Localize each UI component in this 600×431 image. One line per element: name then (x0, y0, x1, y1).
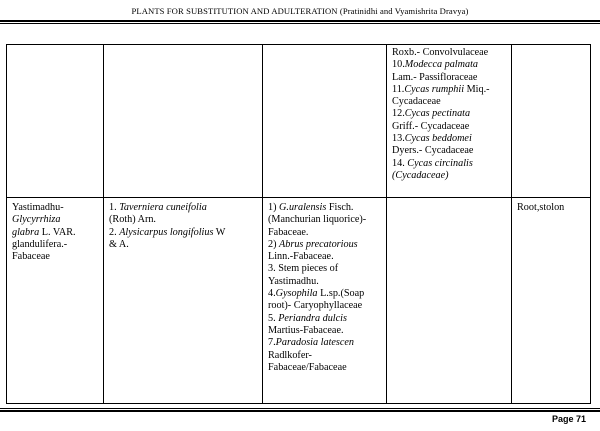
text: L.sp.(Soap (317, 288, 365, 300)
text: 2) (268, 238, 280, 250)
text: Fabaceae (12, 251, 50, 263)
table-cell (104, 45, 263, 198)
text: (Roth) Arn. (109, 214, 156, 226)
text: & A. (109, 238, 129, 250)
text: Root,stolon (517, 202, 565, 213)
cell-text (12, 202, 98, 263)
text: Fabaceae/Fabaceae (268, 361, 347, 373)
text-line (268, 337, 381, 349)
italic-text: Periandra dulcis (278, 312, 347, 324)
text: Roxb.- Convolvulaceae (392, 47, 489, 58)
header-title: PLANTS FOR SUBSTITUTION AND ADULTERATION (131, 6, 338, 16)
cell-text (517, 202, 585, 214)
text: Martius-Fabaceae. (268, 324, 344, 336)
italic-text: (Cycadaceae) (392, 169, 449, 181)
header-rule-thin (0, 23, 600, 24)
text: 2. (109, 226, 120, 238)
text-line (12, 202, 98, 214)
text-line (392, 72, 506, 84)
text: Fabaceae. (268, 226, 309, 238)
header-subtitle: (Pratinidhi and Vyamishrita Dravya) (339, 6, 469, 16)
text-line (268, 239, 381, 251)
text: Yastimadhu- (12, 202, 64, 213)
text: 13. (392, 133, 405, 145)
italic-text: Abrus precatorious (279, 238, 358, 250)
text: L. VAR. (39, 226, 76, 238)
header-rule-thick (0, 20, 600, 22)
table-cell (387, 198, 512, 404)
table-cell (104, 198, 263, 404)
italic-text: Cycas circinalis (407, 157, 473, 169)
footer-rule-thin (0, 408, 600, 409)
text-line (268, 276, 381, 288)
text-line (392, 133, 506, 145)
text-line (268, 350, 381, 362)
italic-text: Gysophila (275, 288, 318, 300)
text-line (268, 202, 381, 214)
text-line (392, 47, 506, 59)
text-line (12, 251, 98, 263)
italic-text: Cycas rumphii (404, 83, 465, 95)
text-line (392, 170, 506, 182)
italic-text: Cycas beddomei (404, 133, 472, 145)
text-line (392, 59, 506, 71)
table-cell (7, 45, 104, 198)
italic-text: G.uralensis (279, 202, 327, 213)
text: Radlkofer- (268, 349, 312, 361)
text-line (109, 239, 257, 251)
text-line (268, 227, 381, 239)
cell-text (392, 47, 506, 182)
italic-text: Paradosia latescen (275, 337, 355, 349)
text-line (517, 202, 585, 214)
text: Miq.- (464, 83, 490, 95)
text: Linn.-Fabaceae. (268, 251, 334, 263)
page-number: Page 71 (551, 414, 586, 424)
text: Griff.- Cycadaceae (392, 120, 470, 132)
cell-text (268, 202, 381, 374)
text-line (268, 251, 381, 263)
italic-text: Taverniera cuneifolia (119, 202, 207, 213)
text: glandulifera.- (12, 238, 68, 250)
text-line (268, 288, 381, 300)
text-line (109, 214, 257, 226)
text-line (392, 121, 506, 133)
text-line (392, 158, 506, 170)
text: 14. (392, 157, 408, 169)
table-row (7, 45, 591, 198)
text-line (109, 227, 257, 239)
text-line (12, 214, 98, 226)
text: 4. (268, 288, 276, 300)
text: 7. (268, 337, 276, 349)
text-line (268, 263, 381, 275)
table-cell (512, 198, 591, 404)
text: 5. (268, 312, 279, 324)
text-line (392, 145, 506, 157)
italic-text: glabra (12, 226, 40, 238)
text-line (392, 96, 506, 108)
substitution-table (6, 44, 591, 404)
text: 12. (392, 108, 405, 120)
text: W (213, 226, 226, 238)
table-cell (512, 45, 591, 198)
text-line (268, 214, 381, 226)
text: 1) (268, 202, 280, 213)
text: Cycadaceae (392, 96, 441, 108)
footer-rule-thick (0, 410, 600, 412)
table-cell (387, 45, 512, 198)
text: 11. (392, 83, 405, 95)
italic-text: Modecca palmata (404, 59, 479, 71)
text: 3. Stem pieces of (268, 263, 339, 275)
text-line (268, 362, 381, 374)
text-line (268, 313, 381, 325)
text-line (109, 202, 257, 214)
italic-text: Glycyrrhiza (12, 214, 61, 226)
text: Dyers.- Cycadaceae (392, 145, 474, 157)
text: root)- Caryophyllaceae (268, 300, 363, 312)
text: (Manchurian liquorice)- (268, 214, 367, 226)
text: Fisch. (326, 202, 354, 213)
page-header (0, 6, 600, 16)
table-cell (7, 198, 104, 404)
text-line (12, 239, 98, 251)
table-cell (263, 45, 387, 198)
text: Yastimadhu. (268, 275, 319, 287)
text-line (268, 300, 381, 312)
text-line (12, 227, 98, 239)
italic-text: Alysicarpus longifolius (119, 226, 214, 238)
table-row (7, 198, 591, 404)
text: 10. (392, 59, 405, 71)
text-line (392, 108, 506, 120)
text-line (268, 325, 381, 337)
italic-text: Cycas pectinata (404, 108, 471, 120)
table-cell (263, 198, 387, 404)
text-line (392, 84, 506, 96)
text: Lam.- Passifloraceae (392, 71, 478, 83)
cell-text (109, 202, 257, 251)
text: 1. (109, 202, 120, 213)
